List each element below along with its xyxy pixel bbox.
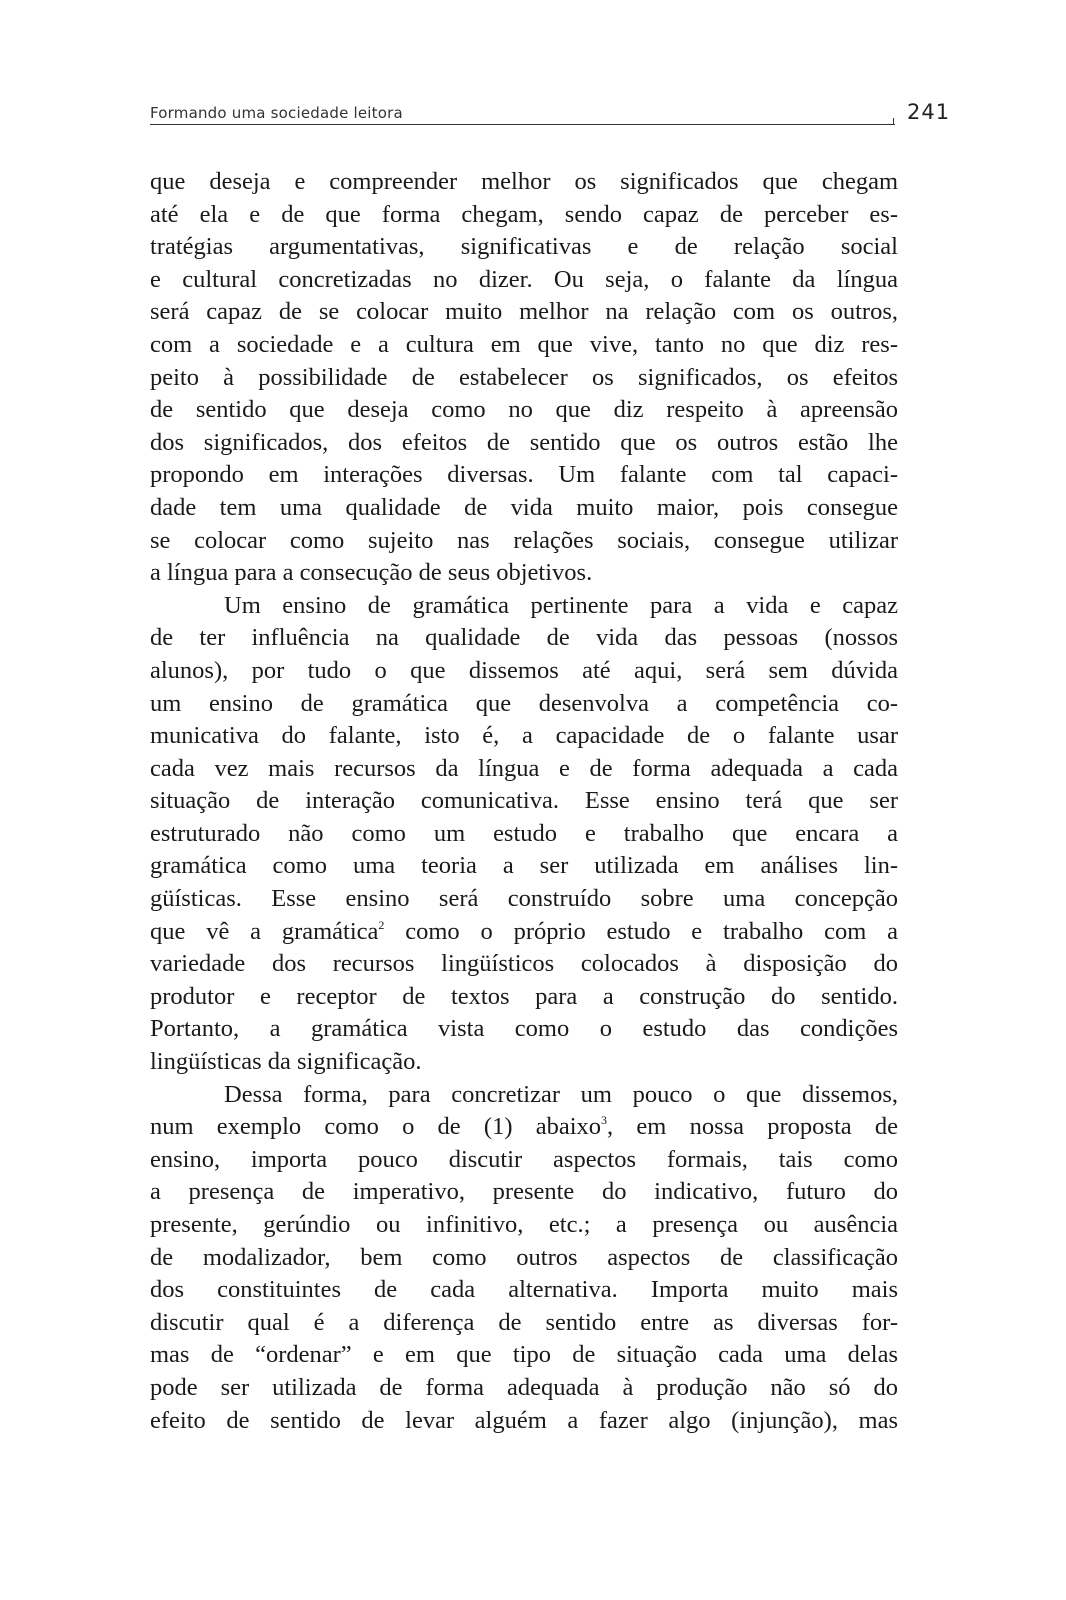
text-line: a presença de imperativo, presente do indicativo, futuro do bbox=[150, 1178, 898, 1206]
text-line: se colocar como sujeito nas relações sociais, consegue utilizar bbox=[150, 526, 898, 554]
text-line: será capaz de se colocar muito melhor na relação com os outros, bbox=[150, 298, 898, 326]
text-line: e cultural concretizadas no dizer. Ou seja, o falante da língua bbox=[150, 265, 898, 293]
text-line: ensino, importa pouco discutir aspectos formais, tais como bbox=[150, 1145, 898, 1173]
text-line: a língua para a consecução de seus objetivos. bbox=[150, 559, 593, 587]
text-line: com a sociedade e a cultura em que vive, tanto no que diz res- bbox=[150, 330, 898, 358]
text-line: de ter influência na qualidade de vida das pessoas (nossos bbox=[150, 624, 898, 652]
text-line: presente, gerúndio ou infinitivo, etc.; a presença ou ausência bbox=[150, 1211, 898, 1238]
text-line: dos significados, dos efeitos de sentido que os outros estão lhe bbox=[150, 428, 898, 456]
header-rule-tick bbox=[893, 118, 894, 125]
text-line: pode ser utilizada de forma adequada à produção não só do bbox=[150, 1373, 898, 1401]
text-line: cada vez mais recursos da língua e de forma adequada a cada bbox=[150, 754, 898, 782]
running-title: Formando uma sociedade leitora bbox=[150, 104, 403, 122]
text-line: dade tem uma qualidade de vida muito maior, pois consegue bbox=[150, 493, 898, 521]
text-line: um ensino de gramática que desenvolva a competência co- bbox=[150, 689, 898, 717]
text-line: Dessa forma, para concretizar um pouco o que dissemos, bbox=[224, 1080, 898, 1108]
text-segment: que vê a gramática bbox=[150, 917, 379, 945]
text-segment: num exemplo como o de (1) abaixo bbox=[150, 1113, 602, 1141]
text-line: lingüísticas da significação. bbox=[150, 1048, 422, 1076]
text-line: situação de interação comunicativa. Esse ensino terá que ser bbox=[150, 787, 898, 815]
text-line: produtor e receptor de textos para a construção do sentido. bbox=[150, 982, 898, 1010]
text-line: discutir qual é a diferença de sentido entre as diversas for- bbox=[150, 1308, 898, 1336]
body-text bbox=[150, 166, 898, 1437]
text-line: de sentido que deseja como no que diz respeito à apreensão bbox=[150, 396, 898, 424]
text-line: efeito de sentido de levar alguém a fazer algo (injunção), mas bbox=[150, 1406, 898, 1434]
text-line: alunos), por tudo o que dissemos até aqui, será sem dúvida bbox=[150, 656, 898, 684]
footnote-ref: 2 bbox=[378, 917, 385, 932]
text-line: de modalizador, bem como outros aspectos de classificação bbox=[150, 1243, 898, 1271]
text-line: estruturado não como um estudo e trabalho que encara a bbox=[150, 819, 898, 847]
text-line: que deseja e compreender melhor os significados que chegam bbox=[150, 168, 898, 195]
text-line bbox=[150, 1111, 898, 1144]
text-segment: , em nossa proposta de bbox=[607, 1113, 899, 1141]
text-line: tratégias argumentativas, significativas e de relação social bbox=[150, 233, 898, 261]
footnote-ref: 3 bbox=[601, 1113, 608, 1128]
text-segment: como o próprio estudo e trabalho com a bbox=[384, 917, 898, 945]
text-line: mas de “ordenar” e em que tipo de situação cada uma delas bbox=[150, 1341, 898, 1369]
text-line: variedade dos recursos lingüísticos colocados à disposição do bbox=[150, 950, 898, 978]
text-line: Portanto, a gramática vista como o estudo das condições bbox=[150, 1015, 898, 1043]
running-head bbox=[150, 100, 903, 128]
text-line: municativa do falante, isto é, a capacidade de o falante usar bbox=[150, 722, 898, 750]
header-rule bbox=[150, 124, 895, 125]
text-line: güísticas. Esse ensino será construído sobre uma concepção bbox=[150, 885, 898, 913]
text-line: peito à possibilidade de estabelecer os significados, os efeitos bbox=[150, 363, 898, 391]
text-line: propondo em interações diversas. Um falante com tal capaci- bbox=[150, 461, 898, 489]
text-line bbox=[150, 916, 898, 949]
text-line: gramática como uma teoria a ser utilizada em análises lin- bbox=[150, 852, 898, 880]
text-line: Um ensino de gramática pertinente para a vida e capaz bbox=[224, 591, 898, 619]
page-number: 241 bbox=[907, 100, 951, 124]
text-line: até ela e de que forma chegam, sendo capaz de perceber es- bbox=[150, 200, 898, 228]
text-line: dos constituintes de cada alternativa. Importa muito mais bbox=[150, 1276, 898, 1304]
